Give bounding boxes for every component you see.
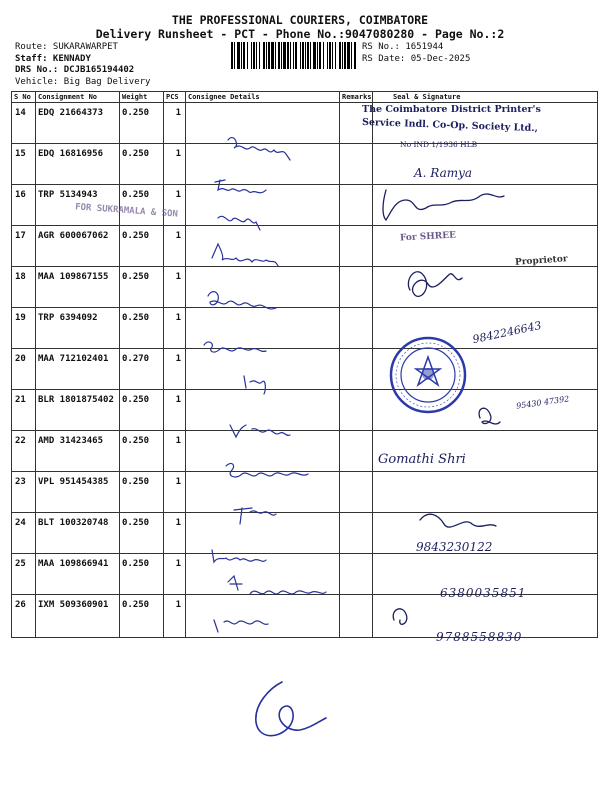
runsheet-info bbox=[15, 42, 150, 88]
handwritten-phone: 6380035851 bbox=[440, 586, 527, 600]
row-weight: 0.250 bbox=[120, 513, 164, 554]
row-consignee bbox=[186, 472, 340, 513]
row-consignee bbox=[186, 349, 340, 390]
row-consignee bbox=[186, 103, 340, 144]
row-sno: 20 bbox=[12, 349, 36, 390]
row-sno: 14 bbox=[12, 103, 36, 144]
rs-number: RS No.: 1651944 bbox=[362, 42, 444, 52]
runsheet-table bbox=[11, 91, 598, 638]
row-consignee bbox=[186, 554, 340, 595]
row-remarks bbox=[340, 144, 373, 185]
row-sno: 15 bbox=[12, 144, 36, 185]
row-remarks bbox=[340, 431, 373, 472]
row-consignment: AGR 600067062 bbox=[36, 226, 120, 267]
runsheet-meta bbox=[362, 41, 470, 65]
row-remarks bbox=[340, 308, 373, 349]
row-pcs: 1 bbox=[164, 226, 186, 267]
row-sno: 23 bbox=[12, 472, 36, 513]
row-remarks bbox=[340, 595, 373, 638]
row-consignee bbox=[186, 390, 340, 431]
row-remarks bbox=[340, 390, 373, 431]
row-sno: 16 bbox=[12, 185, 36, 226]
row-weight: 0.250 bbox=[120, 554, 164, 595]
row-pcs: 1 bbox=[164, 103, 186, 144]
row-remarks bbox=[340, 226, 373, 267]
table-row bbox=[12, 390, 598, 431]
faint-stamp: FOR SUKRAMALA & SON bbox=[74, 202, 179, 220]
handwritten-phone: 95430 47392 bbox=[515, 394, 570, 411]
row-weight: 0.250 bbox=[120, 144, 164, 185]
row-remarks bbox=[340, 267, 373, 308]
handwritten-name: A. Ramya bbox=[414, 166, 473, 180]
row-seal bbox=[373, 144, 598, 185]
col-consignee: Consignee Details bbox=[186, 92, 340, 103]
row-consignment: TRP 6394092 bbox=[36, 308, 120, 349]
col-weight: Weight bbox=[120, 92, 164, 103]
runsheet-subtitle: Delivery Runsheet - PCT - Phone No.:9047080280 - Page No.:2 bbox=[95, 27, 505, 41]
row-consignee bbox=[186, 144, 340, 185]
row-seal bbox=[373, 267, 598, 308]
row-weight: 0.250 bbox=[120, 226, 164, 267]
row-remarks bbox=[340, 554, 373, 595]
handwritten-name: Gomathi Shri bbox=[378, 452, 466, 467]
barcode-bar bbox=[354, 42, 356, 69]
coop-stamp-line3: No IND 1/1936 HLB bbox=[400, 140, 478, 149]
drs-number: DRS No.: DCJB165194402 bbox=[15, 65, 135, 75]
row-consignment: TRP 5134943 bbox=[36, 185, 120, 226]
staff-label: Staff: KENNADY bbox=[15, 53, 91, 64]
row-pcs: 1 bbox=[164, 554, 186, 595]
coop-stamp-line2: Service Indl. Co-Op. Society Ltd., bbox=[361, 116, 539, 135]
row-sno: 26 bbox=[12, 595, 36, 638]
route-label: Route: SUKARAWARPET bbox=[15, 42, 118, 52]
row-pcs: 1 bbox=[164, 185, 186, 226]
row-weight: 0.250 bbox=[120, 431, 164, 472]
shree-stamp: For SHREE bbox=[399, 230, 457, 244]
row-sno: 19 bbox=[12, 308, 36, 349]
table-row bbox=[12, 513, 598, 554]
proprietor-stamp: Proprietor bbox=[514, 254, 568, 268]
row-sno: 24 bbox=[12, 513, 36, 554]
col-seal: Seal & Signature bbox=[373, 92, 598, 103]
company-title: THE PROFESSIONAL COURIERS, COIMBATORE bbox=[171, 13, 429, 27]
row-pcs: 1 bbox=[164, 513, 186, 554]
row-pcs: 1 bbox=[164, 308, 186, 349]
row-consignee bbox=[186, 595, 340, 638]
round-seal bbox=[388, 335, 468, 415]
vehicle-label: Vehicle: Big Bag Delivery bbox=[15, 76, 151, 87]
row-seal bbox=[373, 185, 598, 226]
page-signature bbox=[256, 682, 326, 736]
row-consignment: MAA 109866941 bbox=[36, 554, 120, 595]
row-pcs: 1 bbox=[164, 267, 186, 308]
col-sno: S No bbox=[12, 92, 36, 103]
row-sno: 18 bbox=[12, 267, 36, 308]
row-consignee bbox=[186, 267, 340, 308]
row-weight: 0.250 bbox=[120, 390, 164, 431]
row-remarks bbox=[340, 349, 373, 390]
row-consignee bbox=[186, 308, 340, 349]
row-consignment: BLT 100320748 bbox=[36, 513, 120, 554]
coop-stamp-line1: The Coimbatore District Printer's bbox=[362, 104, 541, 115]
col-remarks: Remarks bbox=[340, 92, 373, 103]
row-sno: 21 bbox=[12, 390, 36, 431]
row-seal bbox=[373, 472, 598, 513]
table-row bbox=[12, 226, 598, 267]
row-consignment: VPL 951454385 bbox=[36, 472, 120, 513]
row-remarks bbox=[340, 472, 373, 513]
rs-date: RS Date: 05-Dec-2025 bbox=[362, 54, 471, 64]
barcode bbox=[231, 42, 357, 69]
table-row bbox=[12, 267, 598, 308]
row-remarks bbox=[340, 185, 373, 226]
row-weight: 0.270 bbox=[120, 349, 164, 390]
col-consignment: Consignment No bbox=[36, 92, 120, 103]
row-sno: 17 bbox=[12, 226, 36, 267]
handwritten-phone: 9843230122 bbox=[416, 540, 493, 554]
row-consignee bbox=[186, 513, 340, 554]
row-consignee bbox=[186, 431, 340, 472]
row-consignment: EDQ 21664373 bbox=[36, 103, 120, 144]
row-pcs: 1 bbox=[164, 349, 186, 390]
row-weight: 0.250 bbox=[120, 185, 164, 226]
row-consignee bbox=[186, 185, 340, 226]
table-header-row bbox=[12, 92, 598, 103]
row-sno: 22 bbox=[12, 431, 36, 472]
row-sno: 25 bbox=[12, 554, 36, 595]
row-pcs: 1 bbox=[164, 472, 186, 513]
row-pcs: 1 bbox=[164, 390, 186, 431]
table-row bbox=[12, 431, 598, 472]
row-consignment: MAA 109867155 bbox=[36, 267, 120, 308]
row-pcs: 1 bbox=[164, 595, 186, 638]
handwritten-phone: 9842246643 bbox=[471, 318, 543, 347]
row-weight: 0.250 bbox=[120, 472, 164, 513]
row-consignment: EDQ 16816956 bbox=[36, 144, 120, 185]
row-weight: 0.250 bbox=[120, 308, 164, 349]
row-weight: 0.250 bbox=[120, 595, 164, 638]
row-pcs: 1 bbox=[164, 144, 186, 185]
row-remarks bbox=[340, 513, 373, 554]
table-row bbox=[12, 349, 598, 390]
row-consignment: IXM 509360901 bbox=[36, 595, 120, 638]
row-consignee bbox=[186, 226, 340, 267]
row-consignment: AMD 31423465 bbox=[36, 431, 120, 472]
row-weight: 0.250 bbox=[120, 267, 164, 308]
row-consignment: BLR 1801875402 bbox=[36, 390, 120, 431]
row-consignment: MAA 712102401 bbox=[36, 349, 120, 390]
table-row bbox=[12, 472, 598, 513]
table-row bbox=[12, 144, 598, 185]
row-pcs: 1 bbox=[164, 431, 186, 472]
handwritten-phone: 9788558830 bbox=[436, 630, 523, 644]
col-pcs: PCS bbox=[164, 92, 186, 103]
row-weight: 0.250 bbox=[120, 103, 164, 144]
